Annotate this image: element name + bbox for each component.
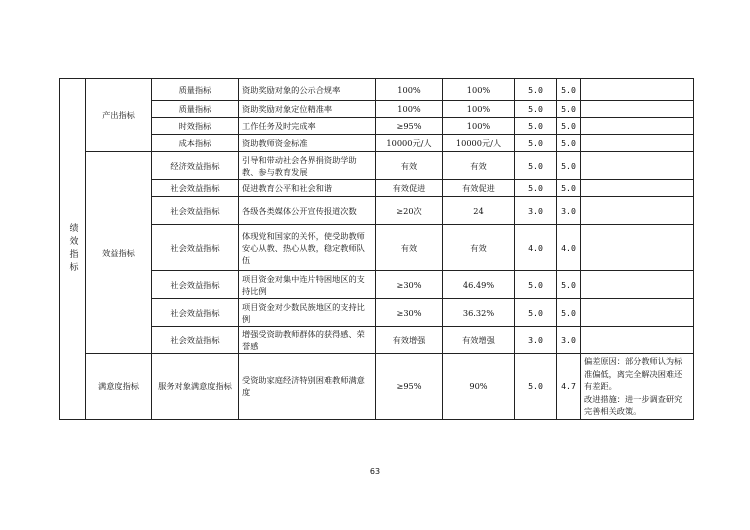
level2-cell: 效益指标 — [86, 152, 152, 354]
score-cell: 5.0 — [557, 118, 581, 135]
indicator-cell: 体现党和国家的关怀，使受助教师安心从教、热心从教，稳定教师队伍 — [239, 225, 376, 271]
actual-cell: 100% — [443, 118, 515, 135]
actual-cell: 46.49% — [443, 271, 515, 299]
target-cell: 有效 — [376, 225, 443, 271]
level3-cell: 质量指标 — [152, 79, 239, 101]
actual-cell: 36.32% — [443, 299, 515, 327]
weight-cell: 3.0 — [515, 327, 557, 354]
table-row — [60, 327, 694, 354]
target-cell: ≥95% — [376, 118, 443, 135]
level3-cell: 社会效益指标 — [152, 299, 239, 327]
weight-cell: 5.0 — [515, 271, 557, 299]
target-cell: ≥30% — [376, 271, 443, 299]
actual-cell: 有效 — [443, 225, 515, 271]
score-cell: 3.0 — [557, 327, 581, 354]
indicator-cell: 项目资金对少数民族地区的支持比例 — [239, 299, 376, 327]
weight-cell: 5.0 — [515, 118, 557, 135]
page-number: 63 — [369, 467, 381, 476]
performance-indicator-table — [59, 78, 694, 420]
table-row — [60, 152, 694, 180]
indicator-cell: 受资助家庭经济特别困难教师满意度 — [239, 354, 376, 420]
level2-cell: 满意度指标 — [86, 354, 152, 420]
table-row — [60, 299, 694, 327]
target-cell: 100% — [376, 101, 443, 118]
level2-cell: 产出指标 — [86, 79, 152, 152]
note-cell — [581, 152, 694, 180]
weight-cell: 4.0 — [515, 225, 557, 271]
table-row — [60, 118, 694, 135]
target-cell: 有效增强 — [376, 327, 443, 354]
indicator-cell: 各级各类媒体公开宣传报道次数 — [239, 197, 376, 225]
score-cell: 5.0 — [557, 271, 581, 299]
actual-cell: 10000元/人 — [443, 135, 515, 152]
indicator-cell: 资助奖励对象定位精准率 — [239, 101, 376, 118]
score-cell: 3.0 — [557, 197, 581, 225]
weight-cell: 5.0 — [515, 299, 557, 327]
level3-cell: 成本指标 — [152, 135, 239, 152]
indicator-cell: 增强受资助教师群体的获得感、荣誉感 — [239, 327, 376, 354]
actual-cell: 有效 — [443, 152, 515, 180]
score-cell: 5.0 — [557, 180, 581, 197]
level3-cell: 社会效益指标 — [152, 197, 239, 225]
indicator-cell: 促进教育公平和社会和谐 — [239, 180, 376, 197]
target-cell: 100% — [376, 79, 443, 101]
level3-cell: 社会效益指标 — [152, 180, 239, 197]
actual-cell: 100% — [443, 79, 515, 101]
level3-cell: 时效指标 — [152, 118, 239, 135]
weight-cell: 5.0 — [515, 101, 557, 118]
actual-cell: 90% — [443, 354, 515, 420]
target-cell: ≥20次 — [376, 197, 443, 225]
table-row — [60, 180, 694, 197]
target-cell: ≥95% — [376, 354, 443, 420]
note-cell — [581, 118, 694, 135]
table-row — [60, 197, 694, 225]
weight-cell: 3.0 — [515, 197, 557, 225]
indicator-cell: 项目资金对集中连片特困地区的支持比例 — [239, 271, 376, 299]
weight-cell: 5.0 — [515, 180, 557, 197]
level3-cell: 经济效益指标 — [152, 152, 239, 180]
note-cell — [581, 299, 694, 327]
weight-cell: 5.0 — [515, 354, 557, 420]
note-cell — [581, 180, 694, 197]
indicator-cell: 工作任务及时完成率 — [239, 118, 376, 135]
score-cell: 4.7 — [557, 354, 581, 420]
target-cell: 有效促进 — [376, 180, 443, 197]
note-cell — [581, 79, 694, 101]
indicator-cell: 资助教师资金标准 — [239, 135, 376, 152]
weight-cell: 5.0 — [515, 135, 557, 152]
note-cell — [581, 197, 694, 225]
target-cell: 有效 — [376, 152, 443, 180]
target-cell: ≥30% — [376, 299, 443, 327]
score-cell: 5.0 — [557, 299, 581, 327]
table-row — [60, 225, 694, 271]
level3-cell: 社会效益指标 — [152, 327, 239, 354]
note-cell: 偏差原因：部分教师认为标准偏低，离完全解决困难还有差距。 改进措施：进一步调查研究完善相关政策。 — [581, 354, 694, 420]
table-row — [60, 135, 694, 152]
actual-cell: 24 — [443, 197, 515, 225]
note-cell — [581, 327, 694, 354]
score-cell: 4.0 — [557, 225, 581, 271]
actual-cell: 100% — [443, 101, 515, 118]
indicator-cell: 资助奖励对象的公示合规率 — [239, 79, 376, 101]
indicator-cell: 引导和带动社会各界捐资助学助教、参与教育发展 — [239, 152, 376, 180]
note-cell — [581, 135, 694, 152]
level1-cell: 绩效指标 — [60, 79, 86, 420]
level3-cell: 社会效益指标 — [152, 225, 239, 271]
score-cell: 5.0 — [557, 101, 581, 118]
table-row — [60, 101, 694, 118]
note-cell — [581, 101, 694, 118]
table-row — [60, 271, 694, 299]
actual-cell: 有效促进 — [443, 180, 515, 197]
level3-cell: 服务对象满意度指标 — [152, 354, 239, 420]
note-cell — [581, 271, 694, 299]
weight-cell: 5.0 — [515, 79, 557, 101]
score-cell: 5.0 — [557, 79, 581, 101]
note-cell — [581, 225, 694, 271]
target-cell: 10000元/人 — [376, 135, 443, 152]
score-cell: 5.0 — [557, 152, 581, 180]
level3-cell: 质量指标 — [152, 101, 239, 118]
level3-cell: 社会效益指标 — [152, 271, 239, 299]
table-row — [60, 79, 694, 101]
weight-cell: 5.0 — [515, 152, 557, 180]
table-row — [60, 354, 694, 420]
actual-cell: 有效增强 — [443, 327, 515, 354]
score-cell: 5.0 — [557, 135, 581, 152]
